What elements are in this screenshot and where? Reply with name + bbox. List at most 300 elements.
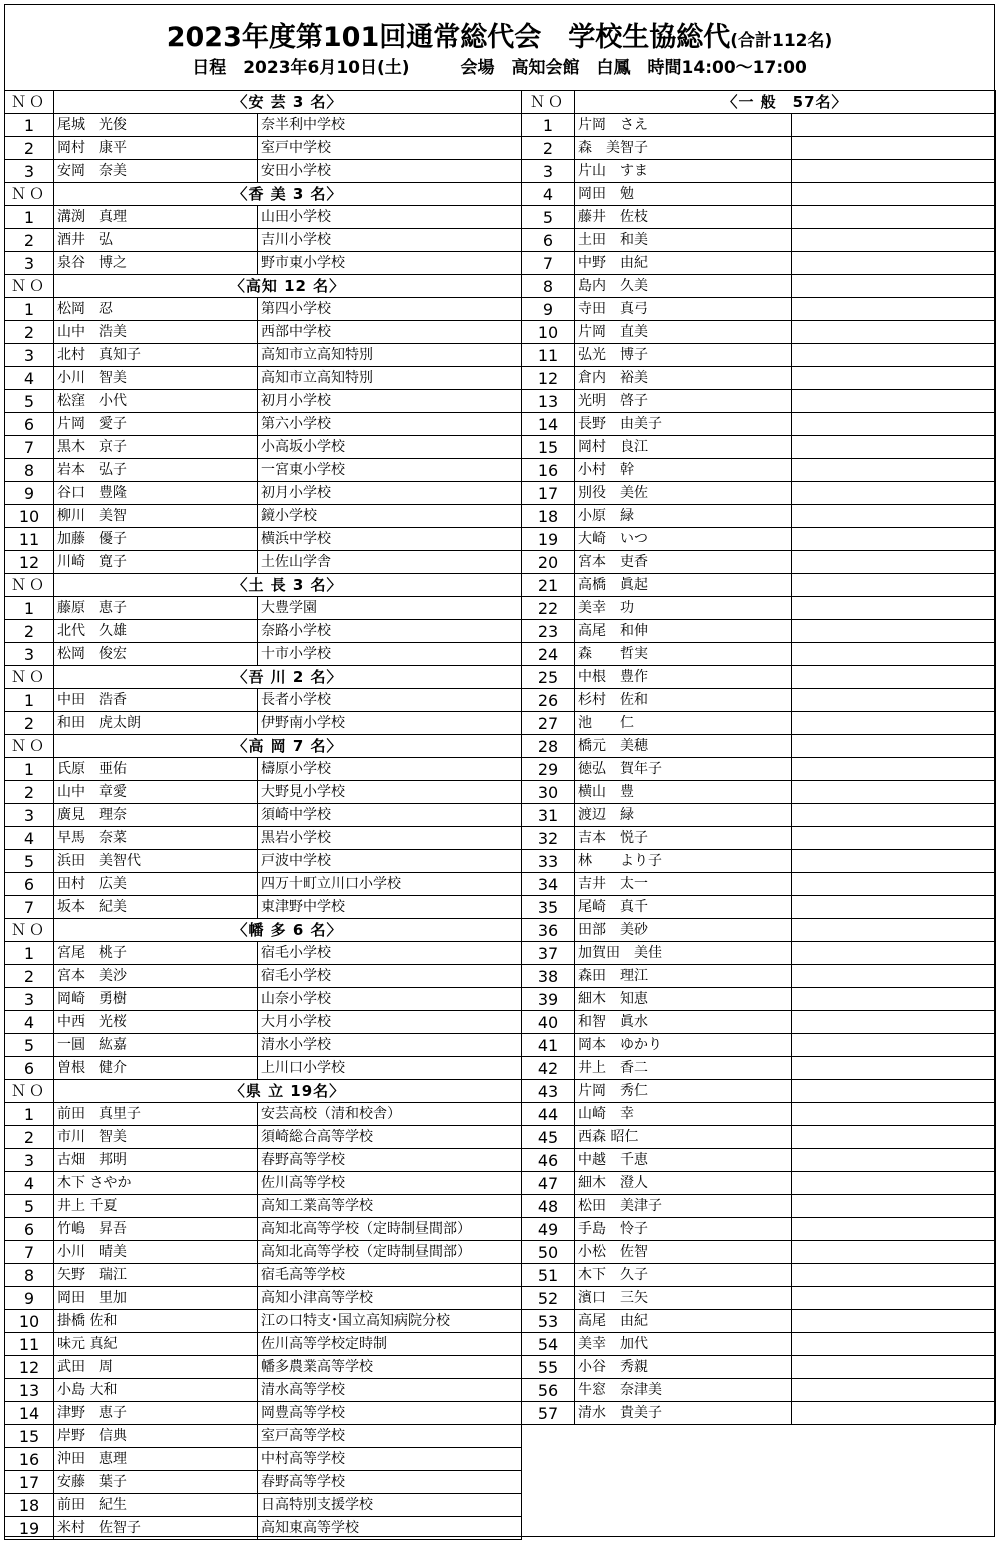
no-column-header: ＮＯ bbox=[5, 666, 54, 689]
no-column-header: ＮＯ bbox=[5, 1080, 54, 1103]
empty-cell bbox=[792, 298, 996, 321]
table-row bbox=[522, 1149, 996, 1172]
table-row bbox=[522, 275, 996, 298]
table-row bbox=[5, 1034, 522, 1057]
delegate-name: 一圓 紘嘉 bbox=[54, 1034, 258, 1057]
group-header-row bbox=[5, 91, 522, 114]
delegate-name: 前田 真里子 bbox=[54, 1103, 258, 1126]
school-name: 横浜中学校 bbox=[258, 528, 522, 551]
table-row bbox=[522, 597, 996, 620]
school-name: 奈路小学校 bbox=[258, 620, 522, 643]
table-row bbox=[522, 1057, 996, 1080]
group-heading: 〈県 立 19名〉 bbox=[54, 1080, 522, 1103]
table-row bbox=[5, 505, 522, 528]
delegate-name: 武田 周 bbox=[54, 1356, 258, 1379]
document-header bbox=[4, 4, 995, 88]
delegate-name: 山崎 幸 bbox=[575, 1103, 792, 1126]
no-column-header: ＮＯ bbox=[5, 574, 54, 597]
table-row bbox=[522, 229, 996, 252]
delegate-name: 氏原 亜佑 bbox=[54, 758, 258, 781]
delegate-name: 林 より子 bbox=[575, 850, 792, 873]
row-number: 41 bbox=[522, 1034, 575, 1057]
delegate-name: 光明 啓子 bbox=[575, 390, 792, 413]
table-row bbox=[522, 896, 996, 919]
delegate-name: 池 仁 bbox=[575, 712, 792, 735]
school-name: 第六小学校 bbox=[258, 413, 522, 436]
table-row bbox=[522, 551, 996, 574]
table-row bbox=[5, 1126, 522, 1149]
delegate-name: 安藤 葉子 bbox=[54, 1471, 258, 1494]
empty-cell bbox=[792, 390, 996, 413]
group-header-row bbox=[5, 183, 522, 206]
delegate-name: 掛橋 佐和 bbox=[54, 1310, 258, 1333]
delegate-name: 吉井 太一 bbox=[575, 873, 792, 896]
row-number: 1 bbox=[522, 114, 575, 137]
school-name: 春野高等学校 bbox=[258, 1149, 522, 1172]
delegate-name: 細木 澄人 bbox=[575, 1172, 792, 1195]
school-name: 岡豊高等学校 bbox=[258, 1402, 522, 1425]
row-number: 29 bbox=[522, 758, 575, 781]
empty-cell bbox=[792, 528, 996, 551]
row-number: 2 bbox=[5, 321, 54, 344]
table-row bbox=[5, 942, 522, 965]
empty-cell bbox=[792, 1172, 996, 1195]
table-row bbox=[522, 436, 996, 459]
row-number: 2 bbox=[5, 781, 54, 804]
table-row bbox=[522, 1011, 996, 1034]
group-heading: 〈土 長 3 名〉 bbox=[54, 574, 522, 597]
delegate-name: 岩本 弘子 bbox=[54, 459, 258, 482]
group-header-row bbox=[5, 275, 522, 298]
row-number: 3 bbox=[5, 1149, 54, 1172]
table-row bbox=[5, 1425, 522, 1448]
table-row bbox=[522, 1310, 996, 1333]
table-row bbox=[522, 505, 996, 528]
table-row bbox=[522, 390, 996, 413]
delegate-name: 長野 由美子 bbox=[575, 413, 792, 436]
school-name: 第四小学校 bbox=[258, 298, 522, 321]
table-row bbox=[522, 1333, 996, 1356]
delegate-name: 中越 千恵 bbox=[575, 1149, 792, 1172]
row-number: 12 bbox=[5, 1356, 54, 1379]
school-name: 高知東高等学校 bbox=[258, 1517, 522, 1540]
school-name: 大野見小学校 bbox=[258, 781, 522, 804]
group-heading: 〈高知 12 名〉 bbox=[54, 275, 522, 298]
school-name: 東津野中学校 bbox=[258, 896, 522, 919]
delegate-name: 杉村 佐和 bbox=[575, 689, 792, 712]
row-number: 9 bbox=[5, 482, 54, 505]
delegate-name: 津野 恵子 bbox=[54, 1402, 258, 1425]
school-name: 高知市立高知特別 bbox=[258, 344, 522, 367]
table-row bbox=[5, 413, 522, 436]
school-name: 戸波中学校 bbox=[258, 850, 522, 873]
school-name: 上川口小学校 bbox=[258, 1057, 522, 1080]
school-name: 安芸高校（清和校舎） bbox=[258, 1103, 522, 1126]
delegate-name: 宮本 美沙 bbox=[54, 965, 258, 988]
row-number: 28 bbox=[522, 735, 575, 758]
delegate-name: 小松 佐智 bbox=[575, 1241, 792, 1264]
empty-cell bbox=[792, 873, 996, 896]
document-title bbox=[4, 22, 995, 57]
group-header-row bbox=[5, 666, 522, 689]
delegate-name: 柳川 美智 bbox=[54, 505, 258, 528]
row-number: 30 bbox=[522, 781, 575, 804]
delegate-name: 徳弘 賀年子 bbox=[575, 758, 792, 781]
empty-cell bbox=[792, 344, 996, 367]
school-name: 清水小学校 bbox=[258, 1034, 522, 1057]
delegate-name: 北村 真知子 bbox=[54, 344, 258, 367]
empty-cell bbox=[792, 988, 996, 1011]
title-main: 2023年度第101回通常総代会 学校生協総代 bbox=[166, 22, 731, 53]
group-heading: 〈吾 川 2 名〉 bbox=[54, 666, 522, 689]
delegate-name: 岡田 勉 bbox=[575, 183, 792, 206]
row-number: 31 bbox=[522, 804, 575, 827]
table-row bbox=[5, 482, 522, 505]
empty-cell bbox=[792, 666, 996, 689]
delegate-name: 橋元 美穂 bbox=[575, 735, 792, 758]
empty-cell bbox=[792, 758, 996, 781]
schedule-text: 日程 2023年6月10日(土) bbox=[192, 58, 410, 78]
row-number: 10 bbox=[5, 505, 54, 528]
school-name: 山奈小学校 bbox=[258, 988, 522, 1011]
school-name: 室戸中学校 bbox=[258, 137, 522, 160]
table-row bbox=[5, 1471, 522, 1494]
document-subtitle bbox=[4, 57, 995, 79]
delegate-name: 松岡 忍 bbox=[54, 298, 258, 321]
row-number: 26 bbox=[522, 689, 575, 712]
delegate-name: 廣見 理奈 bbox=[54, 804, 258, 827]
general-delegates-table bbox=[521, 90, 996, 1425]
row-number: 32 bbox=[522, 827, 575, 850]
empty-cell bbox=[792, 1080, 996, 1103]
row-number: 4 bbox=[522, 183, 575, 206]
delegate-name: 小原 緑 bbox=[575, 505, 792, 528]
row-number: 2 bbox=[5, 229, 54, 252]
table-row bbox=[5, 781, 522, 804]
delegate-name: 米村 佐智子 bbox=[54, 1517, 258, 1540]
school-name: 須崎総合高等学校 bbox=[258, 1126, 522, 1149]
table-row bbox=[522, 942, 996, 965]
empty-cell bbox=[792, 1402, 996, 1425]
delegate-name: 小川 智美 bbox=[54, 367, 258, 390]
group-heading: 〈高 岡 7 名〉 bbox=[54, 735, 522, 758]
delegate-name: 吉本 悦子 bbox=[575, 827, 792, 850]
empty-cell bbox=[792, 735, 996, 758]
table-row bbox=[5, 206, 522, 229]
school-name: 長者小学校 bbox=[258, 689, 522, 712]
row-number: 13 bbox=[522, 390, 575, 413]
group-heading: 〈香 美 3 名〉 bbox=[54, 183, 522, 206]
row-number: 44 bbox=[522, 1103, 575, 1126]
group-header-row bbox=[5, 574, 522, 597]
empty-cell bbox=[792, 1310, 996, 1333]
table-row bbox=[522, 758, 996, 781]
school-name: 初月小学校 bbox=[258, 482, 522, 505]
table-row bbox=[5, 643, 522, 666]
delegate-name: 山中 浩美 bbox=[54, 321, 258, 344]
row-number: 7 bbox=[5, 896, 54, 919]
delegate-name: 木下 久子 bbox=[575, 1264, 792, 1287]
table-row bbox=[5, 1057, 522, 1080]
delegate-name: 美幸 加代 bbox=[575, 1333, 792, 1356]
row-number: 7 bbox=[5, 1241, 54, 1264]
delegate-name: 小谷 秀親 bbox=[575, 1356, 792, 1379]
school-name: 奈半利中学校 bbox=[258, 114, 522, 137]
row-number: 3 bbox=[5, 252, 54, 275]
row-number: 1 bbox=[5, 689, 54, 712]
delegate-name: 中野 由紀 bbox=[575, 252, 792, 275]
row-number: 53 bbox=[522, 1310, 575, 1333]
table-row bbox=[522, 1172, 996, 1195]
table-row bbox=[5, 1310, 522, 1333]
empty-cell bbox=[792, 1379, 996, 1402]
delegate-name: 別役 美佐 bbox=[575, 482, 792, 505]
table-row bbox=[5, 390, 522, 413]
school-name: 黒岩小学校 bbox=[258, 827, 522, 850]
delegate-name: 沖田 恵理 bbox=[54, 1448, 258, 1471]
school-name: 中村高等学校 bbox=[258, 1448, 522, 1471]
row-number: 3 bbox=[5, 804, 54, 827]
empty-cell bbox=[792, 965, 996, 988]
empty-cell bbox=[792, 804, 996, 827]
table-row bbox=[5, 873, 522, 896]
delegate-name: 加藤 優子 bbox=[54, 528, 258, 551]
delegate-name: 矢野 瑞江 bbox=[54, 1264, 258, 1287]
table-row bbox=[522, 827, 996, 850]
table-row bbox=[522, 873, 996, 896]
school-name: 佐川高等学校定時制 bbox=[258, 1333, 522, 1356]
delegate-name: 川崎 寛子 bbox=[54, 551, 258, 574]
row-number: 6 bbox=[5, 1057, 54, 1080]
row-number: 54 bbox=[522, 1333, 575, 1356]
empty-cell bbox=[792, 1057, 996, 1080]
row-number: 1 bbox=[5, 942, 54, 965]
row-number: 34 bbox=[522, 873, 575, 896]
delegate-name: 田部 美砂 bbox=[575, 919, 792, 942]
row-number: 1 bbox=[5, 206, 54, 229]
row-number: 39 bbox=[522, 988, 575, 1011]
school-name: 春野高等学校 bbox=[258, 1471, 522, 1494]
empty-cell bbox=[792, 643, 996, 666]
row-number: 56 bbox=[522, 1379, 575, 1402]
table-row bbox=[522, 1034, 996, 1057]
school-name: 高知北高等学校（定時制昼間部） bbox=[258, 1218, 522, 1241]
delegate-name: 藤井 佐枝 bbox=[575, 206, 792, 229]
row-number: 49 bbox=[522, 1218, 575, 1241]
delegate-name: 宮尾 桃子 bbox=[54, 942, 258, 965]
table-row bbox=[5, 551, 522, 574]
school-name: 佐川高等学校 bbox=[258, 1172, 522, 1195]
empty-cell bbox=[792, 413, 996, 436]
school-name: 江の口特支･国立高知病院分校 bbox=[258, 1310, 522, 1333]
table-row bbox=[5, 436, 522, 459]
row-number: 48 bbox=[522, 1195, 575, 1218]
row-number: 1 bbox=[5, 758, 54, 781]
table-row bbox=[522, 1103, 996, 1126]
table-row bbox=[5, 298, 522, 321]
empty-cell bbox=[792, 321, 996, 344]
no-column-header: ＮＯ bbox=[5, 183, 54, 206]
empty-cell bbox=[792, 1103, 996, 1126]
delegate-name: 曽根 健介 bbox=[54, 1057, 258, 1080]
row-number: 38 bbox=[522, 965, 575, 988]
group-heading: 〈一 般 57名〉 bbox=[575, 91, 996, 114]
empty-cell bbox=[792, 436, 996, 459]
table-row bbox=[522, 1379, 996, 1402]
row-number: 24 bbox=[522, 643, 575, 666]
row-number: 7 bbox=[5, 436, 54, 459]
row-number: 45 bbox=[522, 1126, 575, 1149]
school-name: 安田小学校 bbox=[258, 160, 522, 183]
table-row bbox=[5, 965, 522, 988]
table-row bbox=[5, 1218, 522, 1241]
delegate-name: 岡本 ゆかり bbox=[575, 1034, 792, 1057]
delegate-name: 竹嶋 昇吾 bbox=[54, 1218, 258, 1241]
row-number: 15 bbox=[5, 1425, 54, 1448]
delegate-name: 尾城 光俊 bbox=[54, 114, 258, 137]
row-number: 2 bbox=[5, 965, 54, 988]
school-name: 小高坂小学校 bbox=[258, 436, 522, 459]
delegate-name: 谷口 豊隆 bbox=[54, 482, 258, 505]
delegate-name: 高橋 眞起 bbox=[575, 574, 792, 597]
row-number: 1 bbox=[5, 597, 54, 620]
row-number: 20 bbox=[522, 551, 575, 574]
delegate-name: 酒井 弘 bbox=[54, 229, 258, 252]
empty-cell bbox=[792, 597, 996, 620]
table-row bbox=[522, 137, 996, 160]
empty-cell bbox=[792, 827, 996, 850]
row-number: 1 bbox=[5, 1103, 54, 1126]
row-number: 2 bbox=[5, 620, 54, 643]
delegate-name: 横山 豊 bbox=[575, 781, 792, 804]
table-row bbox=[5, 321, 522, 344]
row-number: 2 bbox=[5, 137, 54, 160]
table-row bbox=[522, 965, 996, 988]
delegate-name: 森 哲実 bbox=[575, 643, 792, 666]
table-row bbox=[522, 459, 996, 482]
row-number: 3 bbox=[5, 988, 54, 1011]
table-row bbox=[522, 344, 996, 367]
row-number: 6 bbox=[5, 873, 54, 896]
table-row bbox=[522, 1218, 996, 1241]
row-number: 5 bbox=[5, 850, 54, 873]
delegate-name: 古畑 邦明 bbox=[54, 1149, 258, 1172]
empty-cell bbox=[792, 896, 996, 919]
school-name: 初月小学校 bbox=[258, 390, 522, 413]
row-number: 40 bbox=[522, 1011, 575, 1034]
school-name: 高知北高等学校（定時制昼間部） bbox=[258, 1241, 522, 1264]
row-number: 17 bbox=[522, 482, 575, 505]
table-row bbox=[5, 1402, 522, 1425]
row-number: 6 bbox=[5, 1218, 54, 1241]
delegate-name: 市川 智美 bbox=[54, 1126, 258, 1149]
row-number: 15 bbox=[522, 436, 575, 459]
table-row bbox=[522, 482, 996, 505]
school-name: 檮原小学校 bbox=[258, 758, 522, 781]
table-row bbox=[5, 1379, 522, 1402]
delegate-name: 渡辺 緑 bbox=[575, 804, 792, 827]
row-number: 14 bbox=[5, 1402, 54, 1425]
table-row bbox=[5, 1241, 522, 1264]
table-row bbox=[5, 1103, 522, 1126]
row-number: 5 bbox=[5, 390, 54, 413]
row-number: 14 bbox=[522, 413, 575, 436]
group-header-row bbox=[5, 919, 522, 942]
delegate-name: 藤原 恵子 bbox=[54, 597, 258, 620]
delegate-name: 浜田 美智代 bbox=[54, 850, 258, 873]
empty-cell bbox=[792, 275, 996, 298]
delegate-name: 井上 千夏 bbox=[54, 1195, 258, 1218]
empty-cell bbox=[792, 252, 996, 275]
row-number: 4 bbox=[5, 1011, 54, 1034]
school-name: 吉川小学校 bbox=[258, 229, 522, 252]
table-row bbox=[522, 1080, 996, 1103]
row-number: 11 bbox=[5, 528, 54, 551]
empty-cell bbox=[792, 183, 996, 206]
row-number: 21 bbox=[522, 574, 575, 597]
school-name: 高知工業高等学校 bbox=[258, 1195, 522, 1218]
row-number: 6 bbox=[5, 413, 54, 436]
delegate-name: 手島 怜子 bbox=[575, 1218, 792, 1241]
group-header-row bbox=[5, 735, 522, 758]
table-row bbox=[5, 597, 522, 620]
table-row bbox=[522, 643, 996, 666]
table-row bbox=[522, 735, 996, 758]
row-number: 37 bbox=[522, 942, 575, 965]
school-name: 伊野南小学校 bbox=[258, 712, 522, 735]
delegate-name: 細木 知恵 bbox=[575, 988, 792, 1011]
empty-cell bbox=[792, 1287, 996, 1310]
school-name: 山田小学校 bbox=[258, 206, 522, 229]
school-name: 高知市立高知特別 bbox=[258, 367, 522, 390]
delegate-name: 和田 虎太朗 bbox=[54, 712, 258, 735]
table-row bbox=[5, 114, 522, 137]
table-row bbox=[522, 574, 996, 597]
row-number: 4 bbox=[5, 827, 54, 850]
school-name: 一宮東小学校 bbox=[258, 459, 522, 482]
group-header-row bbox=[5, 1080, 522, 1103]
delegate-name: 清水 貴美子 bbox=[575, 1402, 792, 1425]
row-number: 25 bbox=[522, 666, 575, 689]
row-number: 2 bbox=[5, 1126, 54, 1149]
delegate-name: 北代 久雄 bbox=[54, 620, 258, 643]
empty-cell bbox=[792, 206, 996, 229]
delegate-name: 井上 香二 bbox=[575, 1057, 792, 1080]
row-number: 22 bbox=[522, 597, 575, 620]
table-row bbox=[5, 1195, 522, 1218]
table-row bbox=[5, 712, 522, 735]
delegate-name: 加賀田 美佳 bbox=[575, 942, 792, 965]
table-row bbox=[5, 367, 522, 390]
table-row bbox=[522, 183, 996, 206]
school-name: 大豊学園 bbox=[258, 597, 522, 620]
row-number: 51 bbox=[522, 1264, 575, 1287]
school-delegates-table bbox=[4, 90, 522, 1540]
delegate-name: 弘光 博子 bbox=[575, 344, 792, 367]
empty-cell bbox=[792, 1333, 996, 1356]
row-number: 50 bbox=[522, 1241, 575, 1264]
no-column-header: ＮＯ bbox=[522, 91, 575, 114]
table-row bbox=[5, 620, 522, 643]
venue-text: 会場 高知会館 白鳳 時間14:00～17:00 bbox=[460, 58, 807, 78]
delegate-name: 中根 豊作 bbox=[575, 666, 792, 689]
row-number: 27 bbox=[522, 712, 575, 735]
school-name: 宿毛高等学校 bbox=[258, 1264, 522, 1287]
delegate-name: 岡田 里加 bbox=[54, 1287, 258, 1310]
table-row bbox=[522, 298, 996, 321]
delegate-name: 田村 広美 bbox=[54, 873, 258, 896]
empty-cell bbox=[792, 1149, 996, 1172]
